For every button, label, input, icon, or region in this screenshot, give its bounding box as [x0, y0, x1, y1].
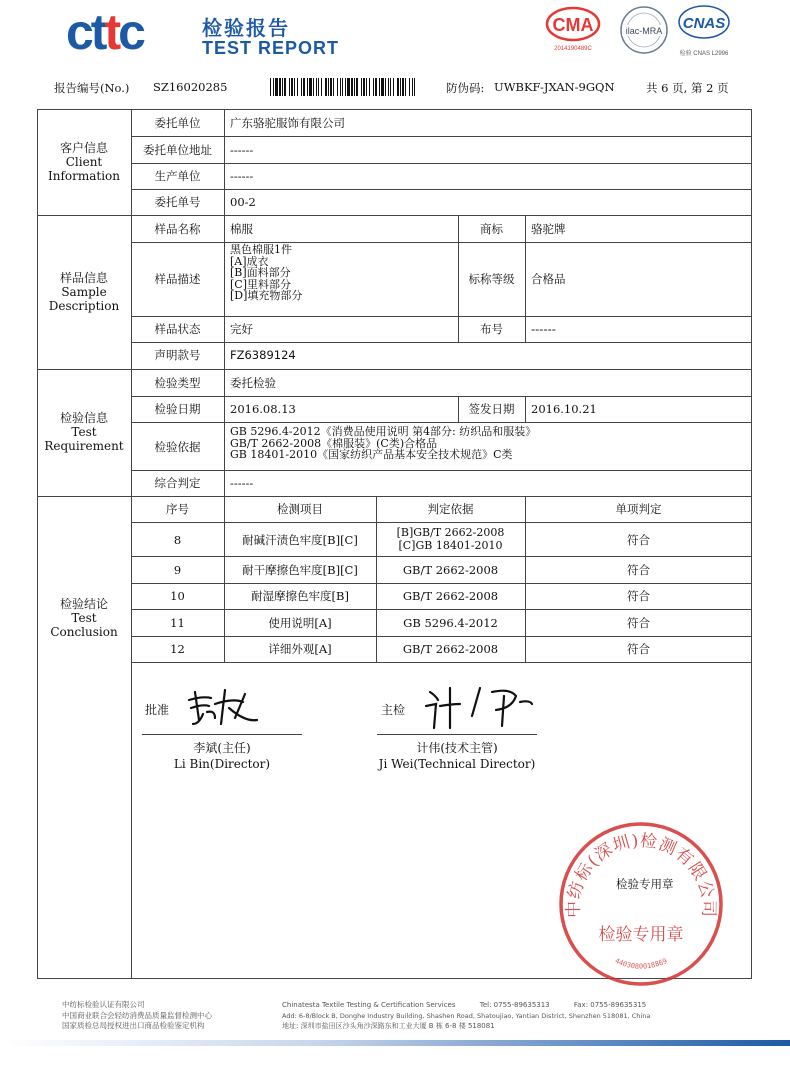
- grade-value: 合格品: [531, 272, 566, 286]
- client-address-label: 委托单位地址: [143, 143, 212, 157]
- company-logo: [66, 6, 346, 62]
- test-date-value: 2016.08.13: [230, 402, 296, 416]
- table-row-item: 耐干摩擦色牢度[B][C]: [242, 563, 358, 577]
- manufacturer-value: ------: [230, 169, 254, 183]
- manufacturer-label: 生产单位: [154, 169, 201, 183]
- logo-mark: cttc: [66, 4, 143, 60]
- col-header-no: 序号: [166, 502, 189, 516]
- client-section-label: 客户信息 Client Information: [47, 141, 121, 183]
- grade-label: 标称等级: [468, 272, 515, 286]
- client-value: 广东骆驼服饰有限公司: [230, 116, 345, 130]
- page-info: 共 6 页, 第 2 页: [646, 81, 729, 95]
- ilac-text: ilac-MRA: [625, 26, 663, 36]
- table-row-result: 符合: [627, 642, 650, 656]
- footer-company-en: Chinatesta Textile Testing & Certification Services: [282, 1001, 456, 1009]
- cnas-number: 检验 CNAS L2996: [679, 51, 729, 57]
- conclusion-section-label: 检验结论 Test Conclusion: [50, 597, 118, 639]
- report-no: SZ16020285: [153, 80, 228, 94]
- client-address-value: ------: [230, 143, 254, 157]
- table-row-result: 符合: [627, 589, 650, 603]
- table-row-no: 10: [170, 589, 185, 603]
- table-row-no: 11: [170, 616, 185, 630]
- cnas-icon: [676, 4, 732, 58]
- overall-judgement-label: 综合判定: [154, 476, 201, 490]
- sample-status-value: 完好: [230, 322, 253, 336]
- footer-bar: [0, 1040, 790, 1046]
- order-no-value: 00-2: [230, 195, 256, 209]
- report-title-cn: 检验报告: [202, 16, 290, 40]
- approver-name-en: Li Bin(Director): [173, 757, 271, 771]
- client-label: 委托单位: [154, 116, 201, 130]
- svg-text:CMA: CMA: [552, 15, 594, 35]
- table-row-item: 耐湿摩擦色牢度[B]: [251, 589, 349, 603]
- sample-section-label: 样品信息 Sample Description: [48, 271, 120, 313]
- seal-caption: 检验专用章: [616, 877, 674, 891]
- report-title-en: TEST REPORT: [202, 38, 340, 58]
- col-header-result: 单项判定: [615, 502, 662, 516]
- anti-fake-label: 防伪码:: [446, 81, 485, 95]
- fabric-no-value: ------: [531, 322, 556, 336]
- sample-desc-value: 黑色棉服1件 [A]成衣 [B]面料部分 [C]里料部分 [D]填充物部分: [230, 243, 303, 302]
- col-header-basis: 判定依据: [427, 502, 474, 516]
- barcode-icon: [270, 78, 418, 96]
- issue-date-label: 签发日期: [468, 402, 515, 416]
- test-type-value: 委托检验: [230, 376, 276, 390]
- anti-fake-code: UWBKF-JXAN-9GQN: [494, 80, 615, 94]
- cma-certification-icon: [544, 4, 602, 58]
- table-row-no: 9: [173, 563, 182, 577]
- brand-value: 骆驼牌: [531, 222, 566, 236]
- table-row-no: 12: [170, 642, 185, 656]
- seal-center-text: 检验专用章: [598, 925, 684, 945]
- footer-address-en: Add: 6-8/Block B, Donghe Industry Building, Shashen Road, Shatoujiao, Yantian District, Shenzhen 518081, China: [282, 1011, 651, 1020]
- approver-signature-icon: [185, 684, 265, 728]
- footer-right: [282, 1000, 650, 1032]
- cma-number: 2014190489C: [554, 46, 592, 52]
- table-row-item: 使用说明[A]: [268, 616, 332, 630]
- footer-left: 中纺标检验认证有限公司 中国商业联合会轻纺消费品质量监督检测中心 国家质检总局授权进出口商品检验鉴定机构: [62, 1000, 212, 1030]
- col-header-item: 检测项目: [277, 502, 323, 516]
- ilac-mra-icon: [618, 4, 670, 58]
- cnas-text: CNAS: [682, 15, 726, 32]
- table-row-basis: [B]GB/T 2662-2008: [396, 526, 505, 539]
- inspector-label: 主检: [381, 703, 406, 717]
- table-row-result: 符合: [627, 616, 650, 630]
- approve-label: 批准: [145, 703, 170, 717]
- sample-desc-label: 样品描述: [154, 272, 201, 286]
- table-row-basis: GB/T 2662-2008: [402, 563, 499, 577]
- footer-fax: Fax: 0755-89635315: [573, 1001, 647, 1009]
- table-row-result: 符合: [627, 533, 650, 547]
- sample-name-label: 样品名称: [154, 222, 201, 236]
- approver-name-cn: 李斌(主任): [193, 741, 251, 755]
- footer-tel: Tel: 0755-89635313: [479, 1001, 550, 1009]
- table-row-basis: GB 5296.4-2012: [403, 616, 498, 630]
- table-row-no: 8: [173, 533, 182, 547]
- sample-status-label: 样品状态: [154, 322, 201, 336]
- test-section-label: 检验信息 Test Requirement: [44, 411, 124, 453]
- inspector-name-en: Ji Wei(Technical Director): [378, 757, 536, 771]
- sample-name-value: 棉服: [230, 222, 253, 236]
- test-basis-label: 检验依据: [154, 440, 201, 454]
- test-type-label: 检验类型: [154, 376, 201, 390]
- issue-date-value: 2016.10.21: [531, 402, 597, 416]
- overall-judgement-value: ------: [230, 476, 254, 490]
- test-basis-value: GB 5296.4-2012《消费品使用说明 第4部分: 纺织品和服装》 GB/T 2662-2008《棉服装》(C类)合格品 GB 18401-2010《国家纺织产品基本安全技术规范》C类: [230, 425, 537, 461]
- seal-ring-text: 中纺标(深圳)检测有限公司: [563, 830, 719, 919]
- svg-text:4403080018869: [614, 957, 669, 971]
- table-row-result: 符合: [627, 563, 650, 577]
- brand-label: 商标: [480, 222, 503, 236]
- fabric-no-label: 布号: [480, 322, 503, 336]
- official-seal-icon: [555, 818, 727, 990]
- report-no-label: 报告编号(No.): [54, 81, 130, 95]
- order-no-label: 委托单号: [154, 195, 201, 209]
- style-no-label: 声明款号: [154, 348, 201, 362]
- table-row-item: 耐碱汗渍色牢度[B][C]: [242, 533, 358, 547]
- table-row-item: 详细外观[A]: [268, 642, 332, 656]
- inspector-name-cn: 计伟(技术主管): [416, 741, 498, 755]
- test-date-label: 检验日期: [154, 402, 201, 416]
- table-row-basis: GB/T 2662-2008: [402, 589, 499, 603]
- inspector-signature-icon: [426, 688, 532, 728]
- footer-address-cn: 地址: 深圳市盐田区沙头角沙深路东和工业大厦 B 栋 6-8 楼 518081: [282, 1022, 495, 1030]
- style-no-value: FZ6389124: [230, 348, 296, 362]
- table-row-basis-2: [C]GB 18401-2010: [398, 539, 503, 552]
- table-row-basis: GB/T 2662-2008: [402, 642, 499, 656]
- seal-code-text: 4403080018869: [613, 956, 669, 971]
